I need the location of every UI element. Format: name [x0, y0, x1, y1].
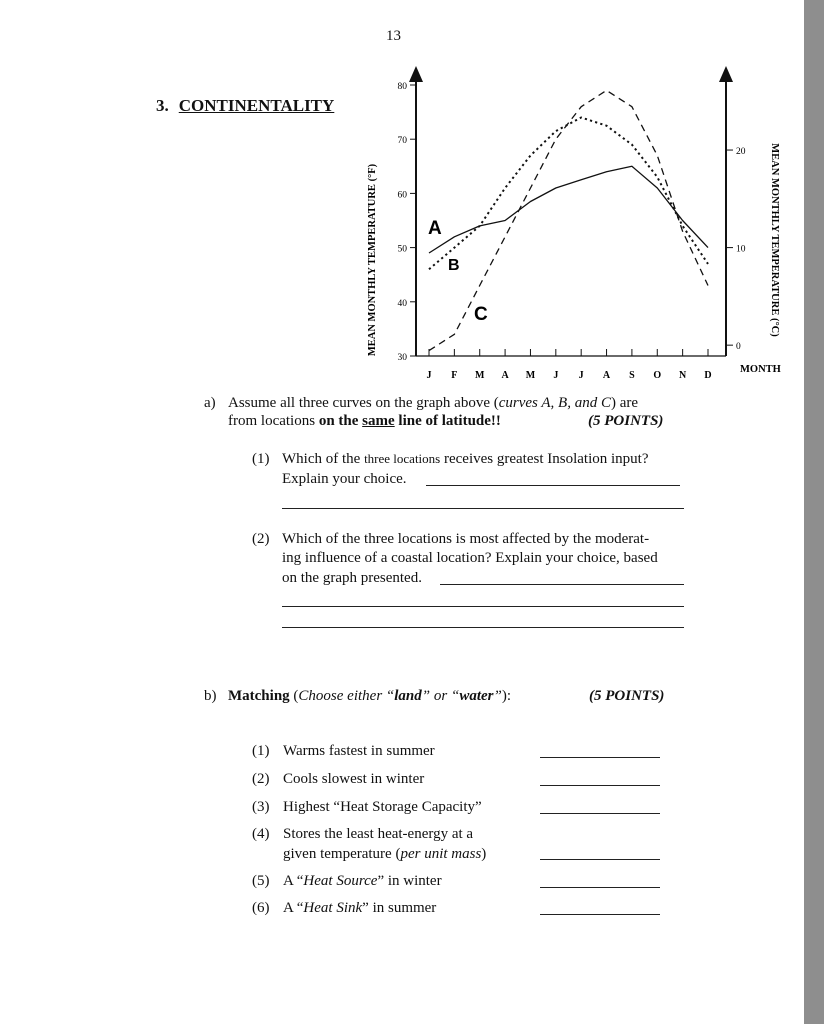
match-item-text: Cools slowest in winter	[283, 771, 425, 787]
match-item-text-a: A “	[283, 900, 304, 916]
x-tick-label: J	[578, 370, 584, 381]
match-item-text	[283, 871, 442, 891]
match-item-text-line2	[283, 844, 486, 864]
part-b-paren-open: (	[289, 688, 299, 704]
y-left-axis-arrow	[409, 66, 423, 82]
match-item-text-2a: given temperature (	[283, 846, 401, 862]
match-item-text-2c: )	[481, 846, 487, 862]
y-left-tick-label: 40	[397, 298, 407, 309]
match-answer-line-1[interactable]	[540, 757, 660, 758]
part-a-intro-line1	[228, 393, 638, 413]
match-item-text-b: Heat Source	[303, 873, 378, 889]
match-item-number: (3)	[252, 799, 270, 815]
y-left-tick-label: 60	[397, 190, 407, 201]
part-a-intro-latitude: line of latitude!!	[394, 413, 501, 429]
question-2-line3: on the graph presented.	[282, 570, 422, 586]
match-item-text: Stores the least heat-energy at a	[283, 826, 474, 842]
answer-line-q1-1[interactable]	[426, 485, 680, 486]
x-tick-label: D	[704, 370, 712, 381]
y-left-tick-label: 50	[397, 244, 407, 255]
match-item-number: (1)	[252, 743, 270, 759]
match-item-number: (4)	[252, 826, 270, 842]
question-1-text-a: Which of the	[282, 451, 365, 467]
y-left-axis-label: MEAN MONTHLY TEMPERATURE (°F)	[367, 163, 378, 357]
part-b-instructions	[228, 686, 511, 706]
match-item-number: (2)	[252, 771, 270, 787]
answer-line-q2-3[interactable]	[282, 627, 684, 628]
question-1-text-b: receives greatest Insolation input?	[440, 451, 649, 467]
answer-line-q2-2[interactable]	[282, 606, 684, 607]
match-item-number: (6)	[252, 900, 270, 916]
part-b-choose: Choose either “	[298, 688, 395, 704]
section-heading	[156, 96, 334, 116]
match-item-text-c: ” in summer	[362, 900, 437, 916]
match-item-text-2b: per unit mass	[400, 846, 482, 862]
question-2-number: (2)	[252, 531, 270, 547]
y-left-tick-label: 30	[397, 353, 407, 363]
question-2-line2: ing influence of a coastal location? Explain your choice, based	[282, 550, 658, 566]
x-tick-label: A	[501, 370, 509, 381]
x-tick-label: F	[451, 370, 458, 381]
x-tick-label: A	[602, 370, 611, 381]
match-item-text-a: A “	[283, 873, 304, 889]
part-b-quote-close: ”	[493, 688, 502, 704]
part-a-intro-end: ) are	[610, 395, 639, 411]
match-item-text-b: Heat Sink	[303, 900, 363, 916]
match-answer-line-4[interactable]	[540, 859, 660, 860]
part-a-label: a)	[204, 395, 216, 411]
series-line-a	[429, 166, 708, 253]
match-answer-line-3[interactable]	[540, 813, 660, 814]
x-axis-label: MONTH	[740, 364, 781, 375]
x-tick-label: N	[679, 370, 687, 381]
part-a-intro-curves: curves A, B, and C	[498, 395, 611, 411]
x-tick-label: J	[553, 370, 559, 381]
part-b-or: ” or “	[421, 688, 460, 704]
series-line-c	[429, 90, 708, 350]
part-a-intro-line2	[228, 411, 501, 431]
match-item-text: Warms fastest in summer	[283, 743, 435, 759]
part-b-points: (5 POINTS)	[589, 688, 665, 704]
part-b-land: land	[394, 688, 422, 704]
match-item-text: Highest “Heat Storage Capacity”	[283, 799, 482, 815]
match-item-number: (5)	[252, 873, 270, 889]
y-left-tick-label: 70	[397, 136, 407, 147]
y-right-tick-label: 20	[736, 147, 746, 158]
section-number: 3.	[156, 96, 169, 115]
x-tick-label: J	[426, 370, 432, 381]
x-tick-label: M	[525, 370, 536, 381]
y-right-axis-arrow	[719, 66, 733, 82]
x-tick-label: M	[475, 370, 485, 381]
question-1-line1	[282, 449, 649, 469]
part-a-intro-same: same	[362, 413, 395, 429]
match-answer-line-6[interactable]	[540, 914, 660, 915]
part-a-points: (5 POINTS)	[588, 413, 664, 429]
part-b-title: Matching	[228, 688, 290, 704]
part-b-paren-close: ):	[501, 688, 511, 704]
answer-line-q1-2[interactable]	[282, 508, 684, 509]
match-answer-line-2[interactable]	[540, 785, 660, 786]
page-number: 13	[386, 28, 401, 44]
question-1-number: (1)	[252, 451, 270, 467]
match-item-text	[283, 898, 436, 918]
curve-label-c: C	[474, 304, 488, 325]
temperature-chart	[358, 60, 798, 390]
answer-line-q2-1[interactable]	[440, 584, 684, 585]
match-item-text-c: ” in winter	[377, 873, 442, 889]
x-tick-label: O	[653, 370, 662, 381]
match-answer-line-5[interactable]	[540, 887, 660, 888]
question-1-line2: Explain your choice.	[282, 471, 407, 487]
part-a-intro-bold: on the	[318, 413, 363, 429]
x-tick-label: S	[629, 370, 635, 381]
curve-label-b: B	[448, 257, 460, 274]
question-1-text-small: three locations	[364, 451, 441, 466]
section-title: CONTINENTALITY	[178, 96, 335, 115]
series-line-b	[429, 118, 708, 270]
curve-label-a: A	[428, 218, 442, 239]
y-right-axis-label: MEAN MONTHLY TEMPERATURE (°C)	[769, 143, 780, 337]
part-b-label: b)	[204, 688, 217, 704]
y-right-tick-label: 10	[736, 244, 746, 255]
y-left-tick-label: 80	[397, 82, 407, 92]
window-scrollbar-edge	[804, 0, 824, 1024]
part-a-intro-text: Assume all three curves on the graph above (	[228, 395, 499, 411]
part-a-intro-from: from locations	[228, 413, 319, 429]
y-right-tick-label: 0	[736, 342, 741, 353]
part-b-water: water	[459, 688, 494, 704]
question-2-line1: Which of the three locations is most affected by the moderat-	[282, 531, 650, 547]
